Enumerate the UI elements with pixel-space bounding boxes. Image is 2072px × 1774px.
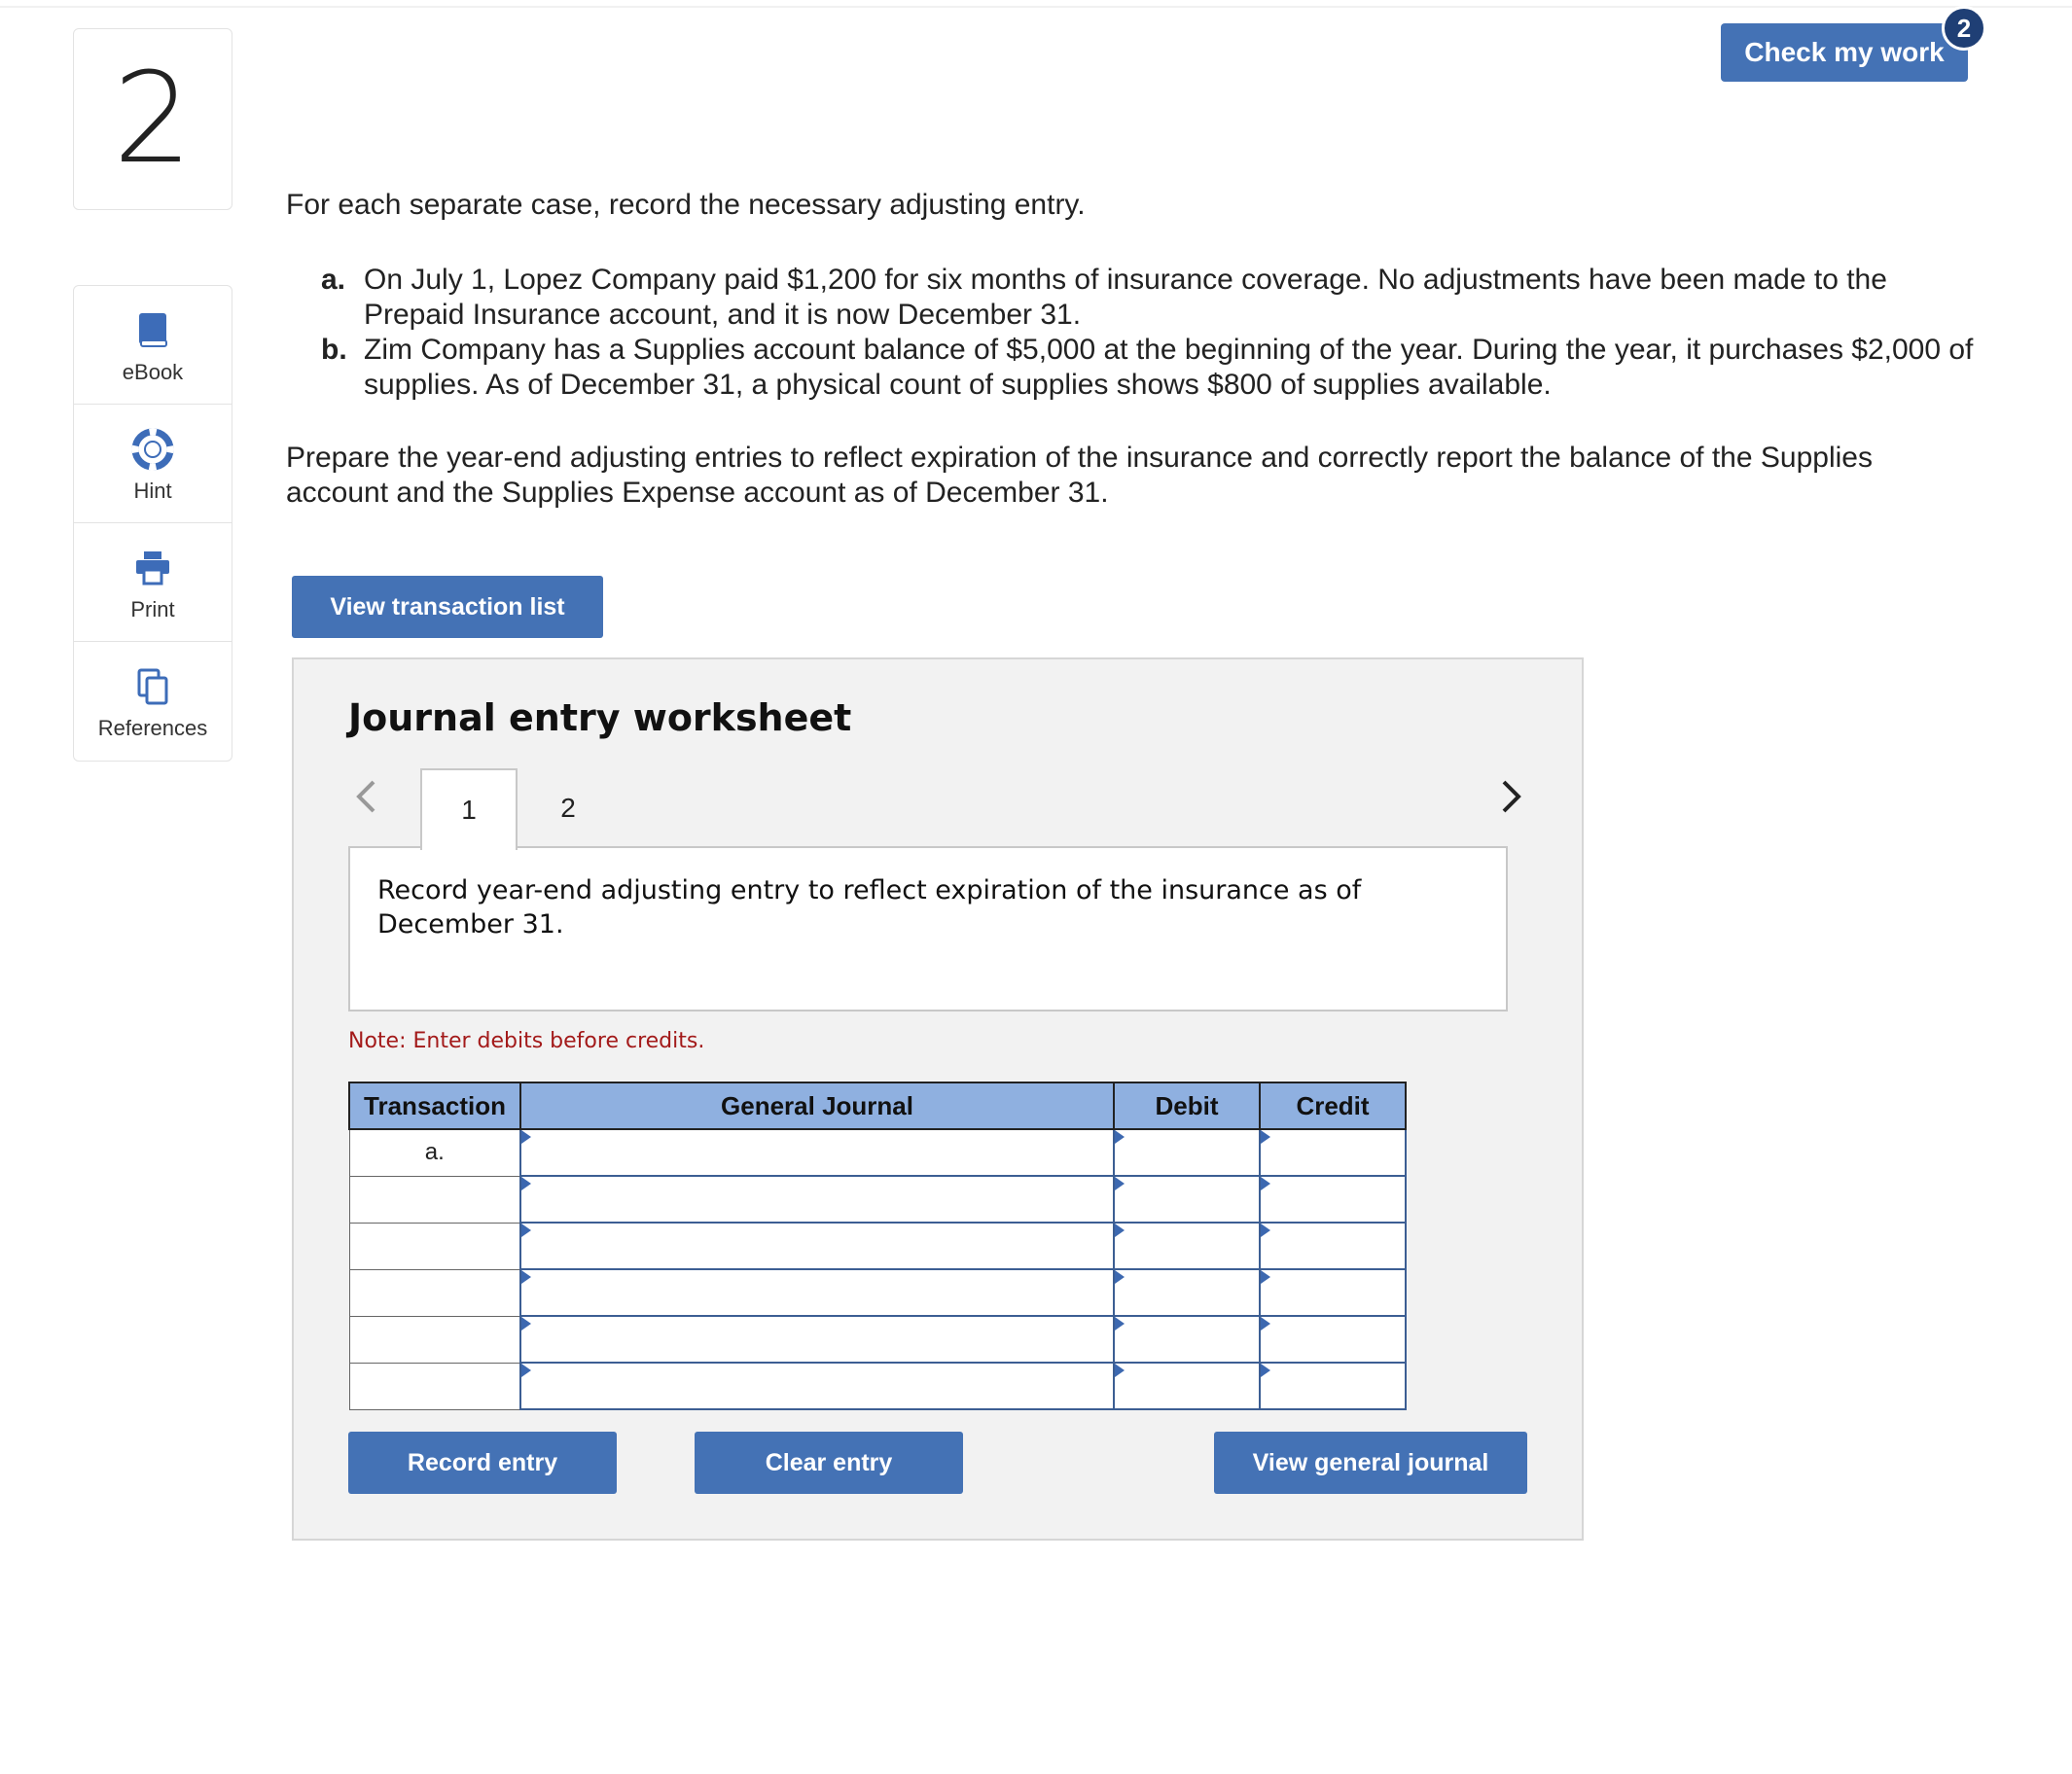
table-row xyxy=(349,1176,1406,1223)
book-icon xyxy=(131,309,174,352)
debit-input[interactable] xyxy=(1114,1223,1260,1269)
credit-input[interactable] xyxy=(1260,1269,1406,1316)
tools-panel xyxy=(73,285,232,762)
transaction-cell xyxy=(349,1363,520,1409)
transaction-cell xyxy=(349,1176,520,1223)
print-label: Print xyxy=(130,597,175,621)
ebook-label: eBook xyxy=(122,360,184,384)
credit-input[interactable] xyxy=(1260,1223,1406,1269)
chevron-right-icon[interactable] xyxy=(1500,778,1523,815)
table-header-row xyxy=(349,1082,1406,1129)
account-select[interactable] xyxy=(520,1363,1114,1409)
table-row xyxy=(349,1129,1406,1176)
credit-input[interactable] xyxy=(1260,1363,1406,1409)
case-text: On July 1, Lopez Company paid $1,200 for six months of insurance coverage. No adjustments have been made to the Prepaid Insurance account, and it is now December 31. xyxy=(364,264,1887,331)
journal-table xyxy=(348,1082,1407,1410)
table-row xyxy=(349,1223,1406,1269)
debit-input[interactable] xyxy=(1114,1129,1260,1176)
tab-2[interactable]: 2 xyxy=(560,793,576,823)
record-entry-button[interactable]: Record entry xyxy=(348,1432,617,1494)
ebook-tool[interactable] xyxy=(74,286,232,405)
credit-input[interactable] xyxy=(1260,1316,1406,1363)
account-select[interactable] xyxy=(520,1269,1114,1316)
credit-input[interactable] xyxy=(1260,1176,1406,1223)
clear-entry-button[interactable]: Clear entry xyxy=(695,1432,963,1494)
account-select[interactable] xyxy=(520,1176,1114,1223)
lifebuoy-icon xyxy=(131,428,174,471)
prepare-instructions: Prepare the year-end adjusting entries to reflect expiration of the insurance and correctly report the balance of the Supplies account and the Supplies Expense account as of December 31. xyxy=(286,442,1873,509)
top-divider xyxy=(0,6,2072,8)
debit-input[interactable] xyxy=(1114,1176,1260,1223)
case-list xyxy=(321,263,1975,403)
copy-pages-icon xyxy=(131,665,174,708)
table-row xyxy=(349,1363,1406,1409)
account-select[interactable] xyxy=(520,1129,1114,1176)
case-item xyxy=(321,333,1975,403)
tab-1[interactable]: 1 xyxy=(420,768,518,850)
table-row xyxy=(349,1269,1406,1316)
column-header: Debit xyxy=(1114,1082,1260,1129)
print-tool[interactable] xyxy=(74,523,232,642)
column-header: Transaction xyxy=(349,1082,520,1129)
hint-label: Hint xyxy=(133,479,172,503)
entry-instruction: Record year-end adjusting entry to reflect expiration of the insurance as of December 31. xyxy=(348,846,1508,1011)
journal-worksheet xyxy=(292,657,1584,1541)
credit-input[interactable] xyxy=(1260,1129,1406,1176)
check-my-work-button[interactable]: Check my work xyxy=(1721,23,1968,82)
references-label: References xyxy=(97,716,208,740)
hint-tool[interactable] xyxy=(74,405,232,523)
case-letter: a. xyxy=(321,264,346,296)
printer-icon xyxy=(131,547,174,589)
worksheet-title: Journal entry worksheet xyxy=(348,696,852,739)
account-select[interactable] xyxy=(520,1316,1114,1363)
view-general-journal-button[interactable]: View general journal xyxy=(1214,1432,1527,1494)
column-header: Credit xyxy=(1260,1082,1406,1129)
case-letter: b. xyxy=(321,334,347,366)
check-count-badge: 2 xyxy=(1942,6,1986,51)
table-row xyxy=(349,1316,1406,1363)
debit-input[interactable] xyxy=(1114,1316,1260,1363)
view-transaction-list-button[interactable]: View transaction list xyxy=(292,576,603,638)
account-select[interactable] xyxy=(520,1223,1114,1269)
case-item xyxy=(321,263,1975,333)
transaction-cell xyxy=(349,1316,520,1363)
transaction-cell xyxy=(349,1269,520,1316)
transaction-cell xyxy=(349,1223,520,1269)
debit-credit-note: Note: Enter debits before credits. xyxy=(348,1029,705,1053)
case-text: Zim Company has a Supplies account balance of $5,000 at the beginning of the year. During the year, it purchases $2,000 of supplies. As of December 31, a physical count of supplies shows $800 of supplies available. xyxy=(364,334,1974,401)
debit-input[interactable] xyxy=(1114,1363,1260,1409)
references-tool[interactable] xyxy=(74,642,232,761)
problem-intro: For each separate case, record the necessary adjusting entry. xyxy=(286,189,1086,221)
chevron-left-icon[interactable] xyxy=(354,778,377,815)
question-number: 2 xyxy=(73,28,232,210)
transaction-cell: a. xyxy=(349,1129,520,1176)
column-header: General Journal xyxy=(520,1082,1114,1129)
debit-input[interactable] xyxy=(1114,1269,1260,1316)
